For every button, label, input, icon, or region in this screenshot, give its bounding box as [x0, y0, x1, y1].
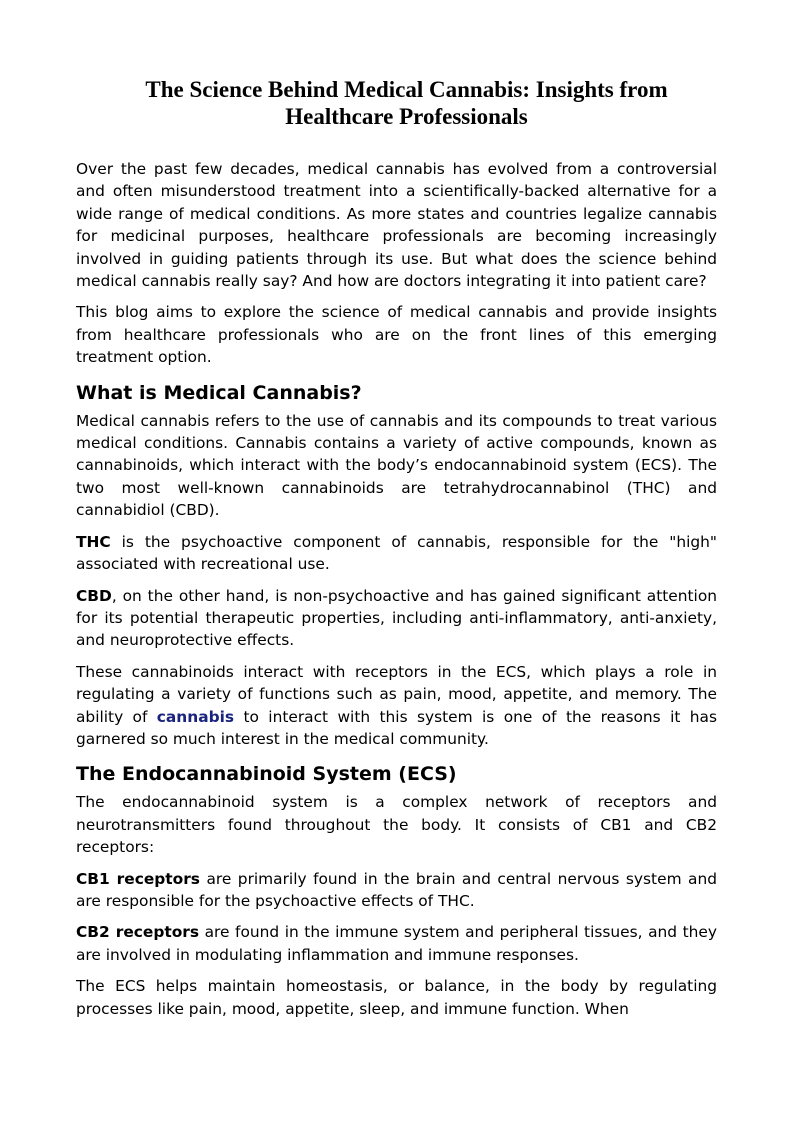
section-heading-ecs: The Endocannabinoid System (ECS)	[76, 763, 457, 786]
intro-paragraph-1: Over the past few decades, medical cannabis has evolved from a controversial and often misunderstood treatment into a scientifically-backed alternative for a wide range of medical conditions. As more states and countries legalize cannabis for medicinal purposes, healthcare professionals are becoming increasingly involved in guiding patients through its use. But what does the science behind medical cannabis really say? And how are doctors integrating it into patient care?	[76, 160, 717, 291]
article-title-line-2: Healthcare Professionals	[285, 104, 528, 129]
cb2-description: are found in the immune system and peripheral tissues, and they are involved in modulating inflammation and immune responses.	[76, 923, 717, 964]
intro-paragraph-2: This blog aims to explore the science of medical cannabis and provide insights from healthcare professionals who are on the front lines of this emerging treatment option.	[76, 303, 717, 367]
paragraph-text-before-link: These cannabinoids interact with receptors in the ECS, which plays a role in regulating a variety of functions such as pain, mood, appetite, and memory. The ability of	[76, 662, 717, 726]
cbd-paragraph	[76, 585, 717, 652]
cb1-term: CB1 receptors	[76, 869, 200, 888]
paragraph-text-after-link: to interact with this system is one of the reasons it has garnered so much interest in the medical community.	[76, 707, 717, 748]
cbd-term: CBD	[76, 586, 112, 605]
thc-description: is the psychoactive component of cannabis, responsible for the "high" associated with recreational use.	[76, 532, 717, 574]
article-title-line-1: The Science Behind Medical Cannabis: Insights from	[145, 77, 668, 102]
cbd-description: , on the other hand, is non-psychoactive and has gained significant attention for its potential therapeutic properties, including anti-inflammatory, anti-anxiety, and neuroprotective effects.	[76, 586, 717, 650]
section-heading-medical-cannabis: What is Medical Cannabis?	[76, 381, 362, 404]
cb1-description: are primarily found in the brain and central nervous system and are responsible for the psychoactive effects of THC.	[76, 869, 717, 910]
cb1-paragraph	[76, 868, 717, 913]
document-page	[76, 76, 717, 1029]
thc-term: THC	[76, 532, 111, 551]
medical-cannabis-definition-paragraph: Medical cannabis refers to the use of cannabis and its compounds to treat various medical conditions. Cannabis contains a variety of active compounds, known as cannabinoids, which interact with the body’s endocannabinoid system (ECS). The two most well-known cannabinoids are tetrahydrocannabinol (THC) and cannabidiol (CBD).	[76, 411, 717, 520]
cannabinoid-receptors-paragraph	[76, 661, 717, 751]
ecs-intro-paragraph: The endocannabinoid system is a complex network of receptors and neurotransmitters found throughout the body. It consists of CB1 and CB2 receptors:	[76, 793, 717, 857]
thc-paragraph	[76, 531, 717, 576]
cannabis-link[interactable]: cannabis	[156, 707, 235, 726]
cb2-paragraph	[76, 921, 717, 966]
cb2-term: CB2 receptors	[76, 923, 200, 942]
article-title	[76, 76, 717, 130]
ecs-homeostasis-paragraph: The ECS helps maintain homeostasis, or balance, in the body by regulating processes like pain, mood, appetite, sleep, and immune function. When	[76, 977, 717, 1018]
